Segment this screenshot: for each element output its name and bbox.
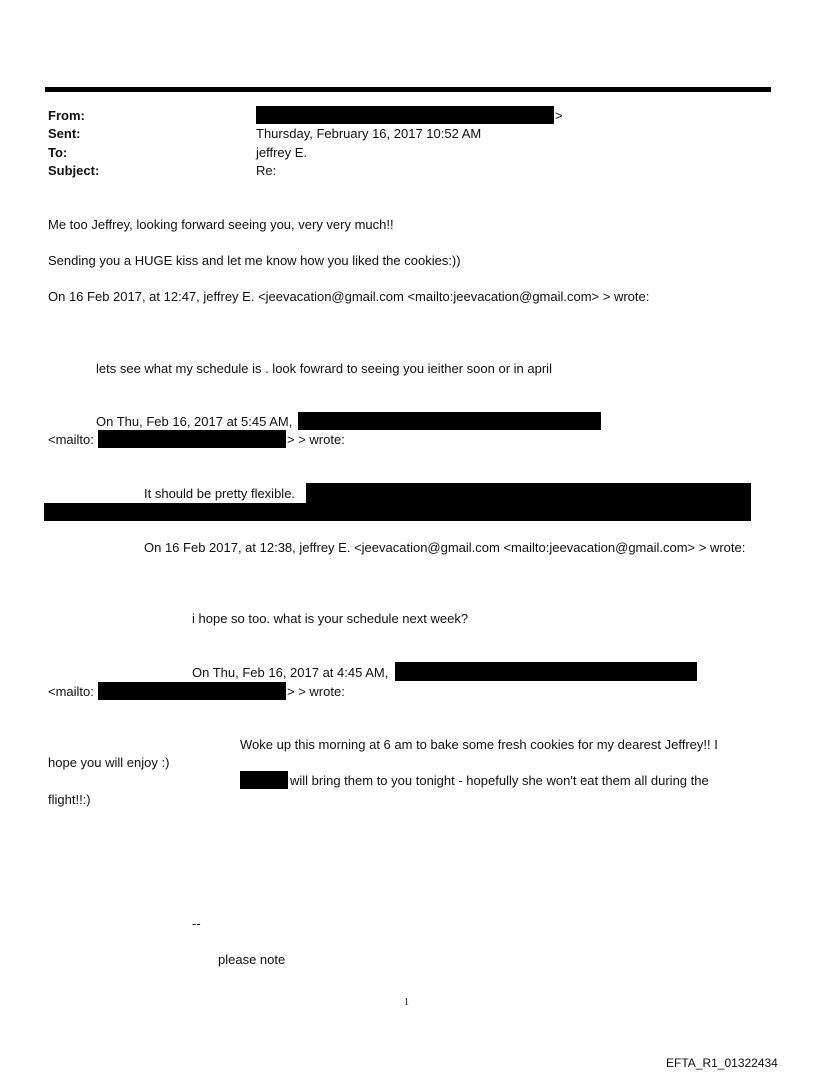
- quote-header-3: On 16 Feb 2017, at 12:38, jeffrey E. <jeevacation@gmail.com <mailto:jeevacation@gmail.com> > wrote:: [144, 540, 746, 555]
- signature-dashes: --: [192, 916, 201, 931]
- to-value: jeffrey E.: [256, 145, 308, 160]
- subject-label: Subject:: [48, 163, 100, 178]
- quote-3-text: i hope so too. what is your schedule next week?: [192, 611, 469, 626]
- footer-document-id: EFTA_R1_01322434: [666, 1056, 778, 1070]
- quote-1-text: lets see what my schedule is . look fowrard to seeing you ieither soon or in april: [96, 361, 552, 376]
- mailto-suffix-2: > > wrote:: [287, 684, 345, 699]
- redaction-sender-2: [395, 662, 697, 681]
- redaction-quote-2-a: [306, 483, 751, 521]
- quote-header-2: On Thu, Feb 16, 2017 at 5:45 AM,: [96, 414, 293, 429]
- redaction-sender-1: [298, 412, 601, 430]
- quote-header-1: On 16 Feb 2017, at 12:47, jeffrey E. <jeevacation@gmail.com <mailto:jeevacation@gmail.com> > wrote:: [48, 289, 650, 304]
- body-line-2: Sending you a HUGE kiss and let me know how you liked the cookies:)): [48, 253, 461, 268]
- redaction-mailto-2: [98, 682, 286, 700]
- body-line-1: Me too Jeffrey, looking forward seeing you, very very much!!: [48, 217, 394, 232]
- mailto-prefix-1: <mailto:: [48, 432, 94, 447]
- quote-4-line-2: hope you will enjoy :): [48, 755, 170, 770]
- header-rule: [45, 87, 771, 92]
- redaction-mailto-1: [98, 430, 286, 448]
- quote-4-line-3: will bring them to you tonight - hopefully she won't eat them all during the: [290, 773, 709, 788]
- redaction-from: [256, 106, 554, 124]
- please-note: please note: [218, 952, 286, 967]
- sent-label: Sent:: [48, 126, 81, 141]
- redaction-quote-2-b: [44, 503, 355, 521]
- quote-header-4: On Thu, Feb 16, 2017 at 4:45 AM,: [192, 665, 389, 680]
- sent-value: Thursday, February 16, 2017 10:52 AM: [256, 126, 482, 141]
- quote-4-line-1: Woke up this morning at 6 am to bake some fresh cookies for my dearest Jeffrey!! I: [240, 737, 718, 752]
- from-label: From:: [48, 108, 85, 123]
- mailto-suffix-1: > > wrote:: [287, 432, 345, 447]
- mailto-prefix-2: <mailto:: [48, 684, 94, 699]
- to-label: To:: [48, 145, 68, 160]
- quote-2-text: It should be pretty flexible.: [144, 486, 296, 501]
- from-value-suffix: >: [555, 108, 563, 123]
- quote-4-line-4: flight!!:): [48, 792, 91, 807]
- page-number: 1: [404, 997, 409, 1008]
- subject-value: Re:: [256, 163, 277, 178]
- redaction-name: [240, 771, 288, 789]
